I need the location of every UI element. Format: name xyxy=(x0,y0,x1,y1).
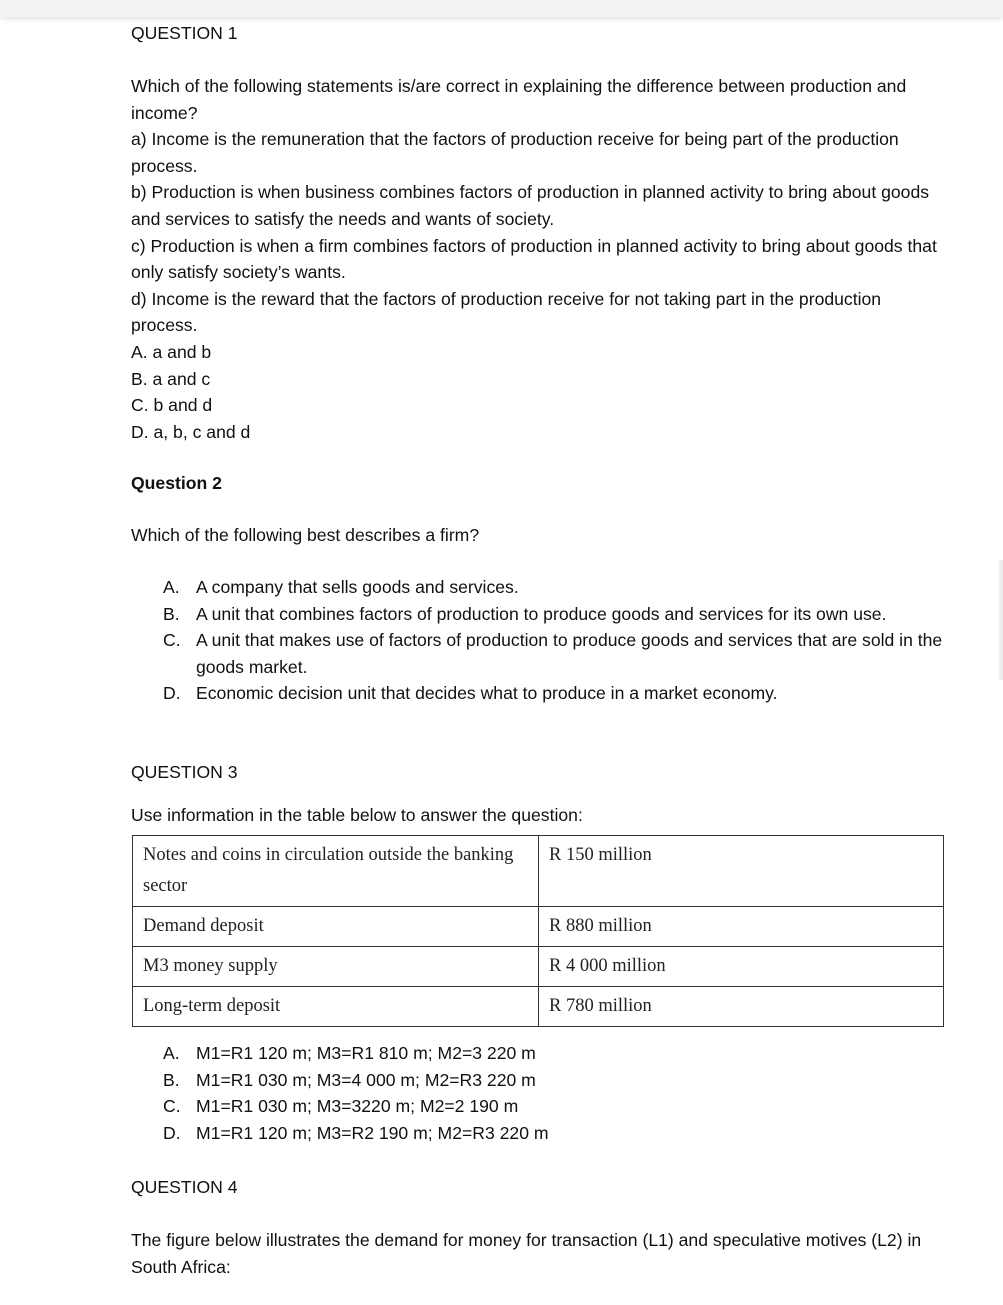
page-edge-shadow xyxy=(997,560,1003,680)
q3-option-b xyxy=(163,1067,953,1094)
q1-option-a: A. a and b xyxy=(131,341,212,362)
option-text: A unit that combines factors of production to produce goods and services for its own use. xyxy=(196,603,887,624)
option-letter: B. xyxy=(163,603,180,624)
q3-options xyxy=(163,1040,953,1146)
q4-title: QUESTION 4 xyxy=(131,1177,238,1197)
table-row xyxy=(133,907,944,947)
option-letter: D. xyxy=(163,683,181,704)
option-letter: B. xyxy=(163,1069,180,1090)
q1-statement-a: a) Income is the remuneration that the factors of production receive for being part of the production process. xyxy=(131,129,899,176)
table-cell-label: Long-term deposit xyxy=(133,987,539,1027)
table-cell-value: R 780 million xyxy=(539,987,944,1027)
q1-title: QUESTION 1 xyxy=(131,23,238,43)
q3-title: QUESTION 3 xyxy=(131,762,238,782)
q1-statement-d: d) Income is the reward that the factors of production receive for not taking part in the production process. xyxy=(131,288,882,336)
q1-option-d: D. a, b, c and d xyxy=(131,421,251,442)
q1-statement-b: b) Production is when business combines factors of production in planned activity to bring about goods and services to satisfy the needs and wants of society. xyxy=(131,182,930,229)
option-text: M1=R1 120 m; M3=R2 190 m; M2=R3 220 m xyxy=(196,1122,549,1143)
q2-title: Question 2 xyxy=(131,473,222,493)
q2-option-c xyxy=(163,627,953,680)
q2-option-a xyxy=(163,574,953,601)
table-cell-value: R 880 million xyxy=(539,907,944,947)
q3-option-d xyxy=(163,1120,953,1147)
q3-option-c xyxy=(163,1093,953,1120)
viewer-top-bar xyxy=(0,0,1003,17)
table-cell-label: Notes and coins in circulation outside the banking sector xyxy=(133,836,539,907)
q3-text: Use information in the table below to answer the question: xyxy=(131,805,583,825)
table-row xyxy=(133,947,944,987)
q1-option-c: C. b and d xyxy=(131,395,213,416)
q2-options xyxy=(163,574,953,707)
q4-text: The figure below illustrates the demand for money for transaction (L1) and speculative motives (L2) in South Africa: xyxy=(131,1230,922,1277)
q2-option-b xyxy=(163,601,953,628)
q1-text: Which of the following statements is/are correct in explaining the difference between production and income? xyxy=(131,76,907,123)
q1-body xyxy=(131,73,946,445)
option-letter: C. xyxy=(163,630,181,651)
option-text: A unit that makes use of factors of production to produce goods and services that are sold in the goods market. xyxy=(196,630,943,677)
option-letter: C. xyxy=(163,1096,181,1117)
table-row xyxy=(133,836,944,907)
table-row xyxy=(133,987,944,1027)
option-text: Economic decision unit that decides what to produce in a market economy. xyxy=(196,683,778,704)
table-cell-value: R 4 000 million xyxy=(539,947,944,987)
q2-option-d xyxy=(163,680,953,707)
option-text: M1=R1 030 m; M3=3220 m; M2=2 190 m xyxy=(196,1096,519,1117)
table-cell-label: Demand deposit xyxy=(133,907,539,947)
table-cell-value: R 150 million xyxy=(539,836,944,907)
q3-option-a xyxy=(163,1040,953,1067)
money-supply-table xyxy=(132,835,944,1027)
option-letter: A. xyxy=(163,1043,180,1063)
option-text: A company that sells goods and services. xyxy=(196,577,519,597)
option-letter: D. xyxy=(163,1122,181,1143)
option-text: M1=R1 120 m; M3=R1 810 m; M2=3 220 m xyxy=(196,1043,536,1063)
q2-text: Which of the following best describes a firm? xyxy=(131,525,480,545)
table-cell-label: M3 money supply xyxy=(133,947,539,987)
option-text: M1=R1 030 m; M3=4 000 m; M2=R3 220 m xyxy=(196,1069,536,1090)
q1-option-b: B. a and c xyxy=(131,368,211,389)
option-letter: A. xyxy=(163,577,180,597)
q1-statement-c: c) Production is when a firm combines factors of production in planned activity to bring about goods that only satisfy society’s wants. xyxy=(131,235,937,283)
